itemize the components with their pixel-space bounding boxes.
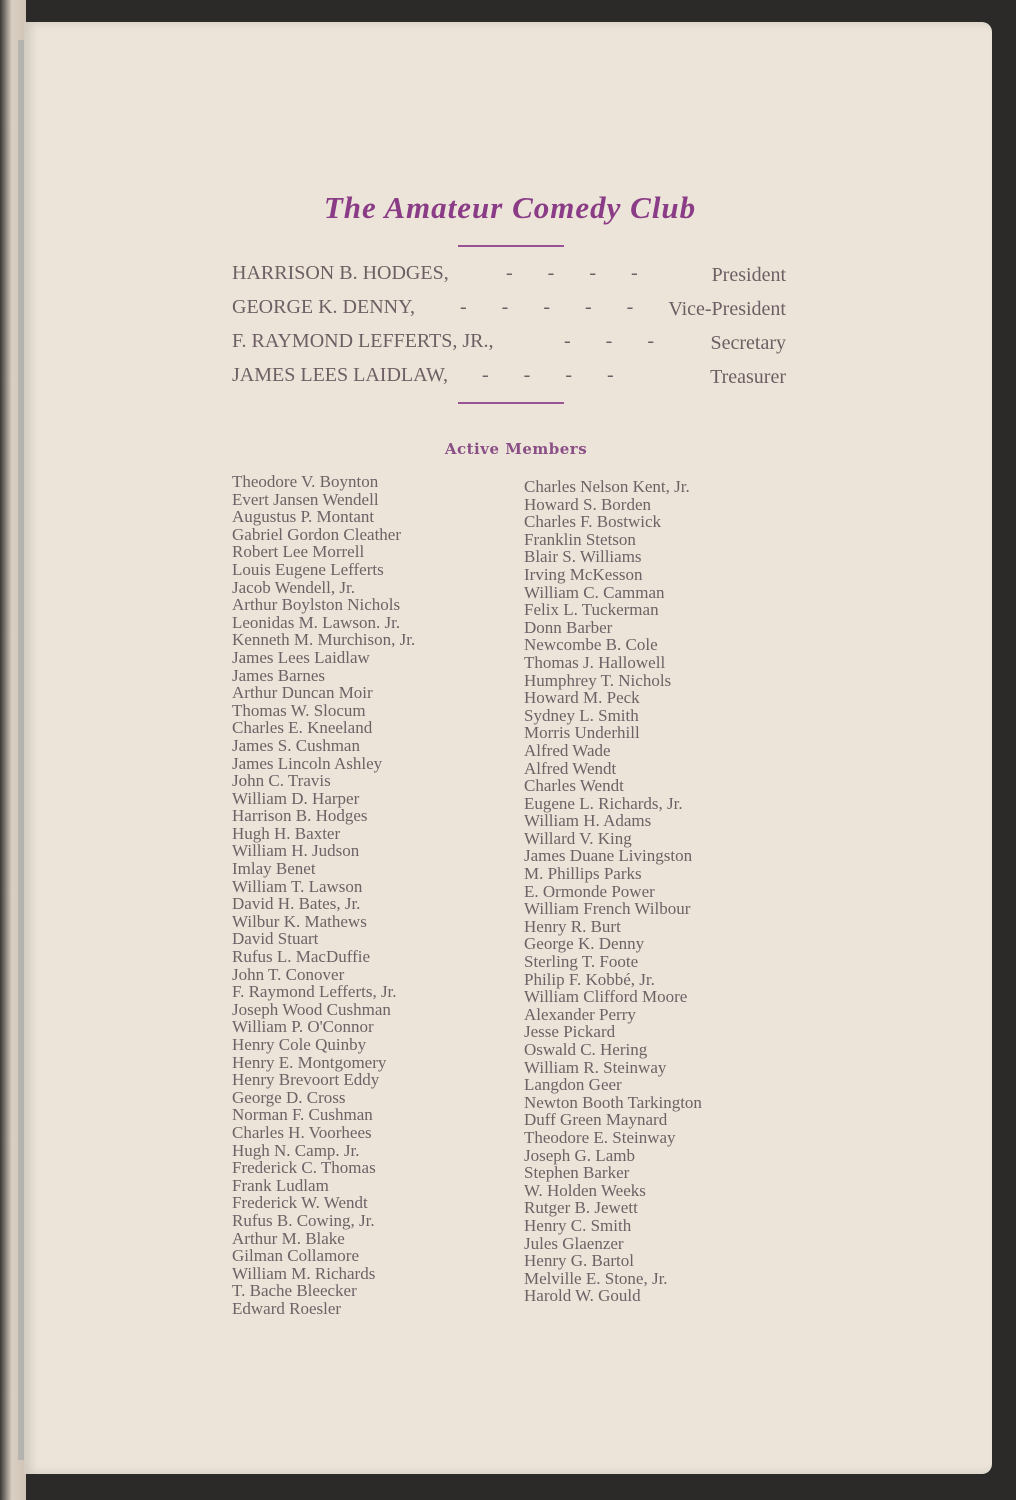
member-name: Stephen Barker: [524, 1163, 630, 1183]
member-name: W. Holden Weeks: [524, 1180, 646, 1200]
member-name: Philip F. Kobbé, Jr.: [524, 969, 655, 989]
member-name: Irving McKesson: [524, 564, 643, 584]
member-name: William P. O'Connor: [232, 1017, 374, 1037]
members-heading: Active Members: [444, 440, 588, 458]
title-divider: [458, 245, 564, 247]
member-name: Alexander Perry: [524, 1004, 636, 1024]
member-name: Frederick C. Thomas: [232, 1158, 376, 1178]
officer-row-vice-president: [232, 296, 786, 324]
member-name: M. Phillips Parks: [524, 864, 642, 884]
officer-role: Vice-President: [668, 298, 786, 320]
member-name: Arthur M. Blake: [232, 1228, 345, 1248]
member-name: Norman F. Cushman: [232, 1105, 373, 1125]
member-name: Charles Nelson Kent, Jr.: [524, 477, 690, 496]
member-name: Wilbur K. Mathews: [232, 911, 367, 931]
member-name: Sterling T. Foote: [524, 952, 639, 972]
member-name: Jacob Wendell, Jr.: [232, 577, 355, 597]
member-name: Gabriel Gordon Cleather: [232, 524, 401, 544]
officer-name: HARRISON B. HODGES,: [232, 262, 449, 284]
member-name: Alfred Wendt: [524, 758, 617, 778]
member-name: Henry Brevoort Eddy: [232, 1070, 380, 1090]
member-name: Charles F. Bostwick: [524, 512, 661, 532]
member-name: William H. Judson: [232, 841, 360, 861]
member-name: Gilman Collamore: [232, 1246, 360, 1266]
member-name: Louis Eugene Lefferts: [232, 559, 384, 579]
member-name: Thomas W. Slocum: [232, 700, 366, 720]
member-name: James Lincoln Ashley: [232, 753, 383, 773]
page-title: The Amateur Comedy Club: [323, 190, 697, 225]
member-name: James S. Cushman: [232, 735, 360, 755]
member-name: Rutger B. Jewett: [524, 1198, 638, 1218]
member-name: Alfred Wade: [524, 740, 611, 760]
member-name: Jesse Pickard: [524, 1022, 616, 1042]
member-name: Oswald C. Hering: [524, 1040, 648, 1059]
leader-dashes: - - -: [564, 330, 669, 352]
member-name: John C. Travis: [232, 771, 331, 791]
member-name: Joseph G. Lamb: [524, 1145, 635, 1165]
member-name: George K. Denny: [524, 934, 645, 954]
member-name: Duff Green Maynard: [524, 1110, 668, 1130]
officers-divider: [458, 402, 564, 404]
officer-name: F. RAYMOND LEFFERTS, JR.,: [232, 330, 494, 352]
officer-row-president: [232, 262, 786, 290]
member-name: Willard V. King: [524, 828, 632, 848]
member-name: Frank Ludlam: [232, 1175, 329, 1195]
member-name: William French Wilbour: [524, 899, 691, 919]
member-name: Howard M. Peck: [524, 688, 640, 708]
officer-name: JAMES LEES LAIDLAW,: [232, 364, 448, 386]
leader-dashes: - - - -: [482, 364, 629, 386]
member-name: Harold W. Gould: [524, 1286, 641, 1306]
member-name: Eugene L. Richards, Jr.: [524, 793, 683, 813]
members-list-right: [524, 478, 702, 1305]
member-name: Henry Cole Quinby: [232, 1035, 367, 1054]
member-name: Howard S. Borden: [524, 494, 652, 514]
member-name: Thomas J. Hallowell: [524, 652, 666, 672]
member-name: Theodore E. Steinway: [524, 1127, 676, 1147]
member-name: Langdon Geer: [524, 1075, 622, 1095]
member-name: Melville E. Stone, Jr.: [524, 1268, 668, 1288]
member-name: David H. Bates, Jr.: [232, 894, 361, 914]
member-name: T. Bache Bleecker: [232, 1281, 357, 1301]
member-name: Evert Jansen Wendell: [232, 489, 379, 509]
member-name: Leonidas M. Lawson. Jr.: [232, 612, 401, 632]
member-name: William C. Camman: [524, 582, 665, 602]
officer-name: GEORGE K. DENNY,: [232, 296, 415, 318]
member-name: Edward Roesler: [232, 1298, 342, 1318]
member-name: James Barnes: [232, 665, 326, 685]
member-name: Charles E. Kneeland: [232, 718, 373, 738]
member-name: Hugh H. Baxter: [232, 823, 341, 843]
member-name: James Lees Laidlaw: [232, 647, 370, 667]
member-name: Charles H. Voorhees: [232, 1122, 372, 1142]
member-name: William T. Lawson: [232, 876, 363, 896]
member-name: Arthur Boylston Nichols: [232, 595, 401, 615]
member-name: John T. Conover: [232, 964, 345, 984]
member-name: Henry E. Montgomery: [232, 1052, 387, 1072]
officer-role: Secretary: [710, 332, 786, 354]
member-name: Morris Underhill: [524, 723, 640, 743]
member-name: Blair S. Williams: [524, 547, 642, 567]
member-name: Charles Wendt: [524, 776, 624, 796]
leader-dashes: - - - - -: [460, 296, 649, 318]
member-name: E. Ormonde Power: [524, 881, 655, 901]
leader-dashes: - - - -: [506, 262, 653, 284]
member-name: Augustus P. Montant: [232, 507, 375, 527]
member-name: Humphrey T. Nichols: [524, 670, 672, 690]
member-name: James Duane Livingston: [524, 846, 693, 866]
member-name: Hugh N. Camp. Jr.: [232, 1140, 360, 1160]
member-name: Sydney L. Smith: [524, 705, 639, 725]
member-name: Rufus L. MacDuffie: [232, 947, 371, 967]
member-name: Harrison B. Hodges: [232, 806, 368, 826]
member-name: William R. Steinway: [524, 1057, 667, 1077]
officer-role: Treasurer: [710, 366, 786, 388]
member-name: Franklin Stetson: [524, 529, 636, 549]
member-name: Newton Booth Tarkington: [524, 1092, 702, 1112]
member-name: Imlay Benet: [232, 859, 316, 879]
officer-role: President: [711, 264, 786, 286]
member-name: William M. Richards: [232, 1263, 376, 1283]
members-list-left: [232, 473, 415, 1318]
officer-row-treasurer: [232, 364, 786, 392]
member-name: Theodore V. Boynton: [232, 472, 379, 491]
member-name: Henry R. Burt: [524, 916, 621, 936]
member-name: Jules Glaenzer: [524, 1233, 624, 1253]
member-name: Henry G. Bartol: [524, 1251, 635, 1271]
member-name: Joseph Wood Cushman: [232, 999, 391, 1019]
member-name: David Stuart: [232, 929, 319, 949]
member-name: William D. Harper: [232, 788, 360, 808]
member-name: Newcombe B. Cole: [524, 635, 658, 655]
member-name: Donn Barber: [524, 617, 613, 637]
member-name: F. Raymond Lefferts, Jr.: [232, 982, 397, 1002]
member-name: William H. Adams: [524, 811, 652, 831]
member-name: Henry C. Smith: [524, 1215, 632, 1235]
member-name: Felix L. Tuckerman: [524, 600, 659, 620]
member-name: William Clifford Moore: [524, 987, 688, 1007]
member-name: Robert Lee Morrell: [232, 542, 365, 562]
member-name: Kenneth M. Murchison, Jr.: [232, 630, 416, 650]
program-page: [24, 22, 992, 1474]
member-name: Frederick W. Wendt: [232, 1193, 368, 1213]
member-name: Arthur Duncan Moir: [232, 683, 373, 703]
member-name: Rufus B. Cowing, Jr.: [232, 1210, 375, 1230]
member-name: George D. Cross: [232, 1087, 346, 1107]
officer-row-secretary: [232, 330, 786, 358]
